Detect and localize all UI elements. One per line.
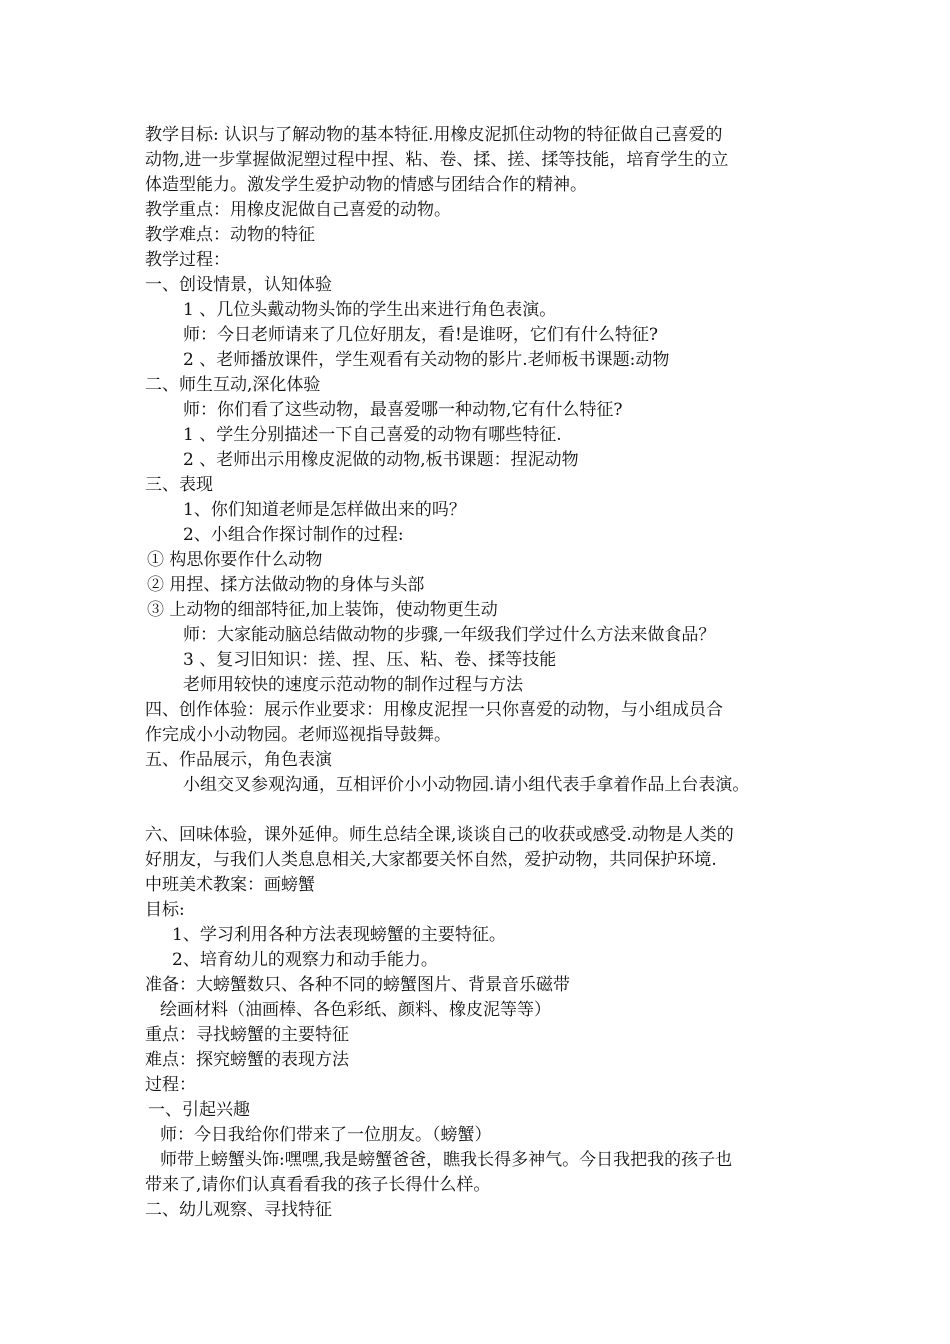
text-line: 准备：大螃蟹数只、各种不同的螃蟹图片、背景音乐磁带 (145, 975, 570, 995)
text-line: 1 、几位头戴动物头饰的学生出来进行角色表演。 (183, 300, 557, 320)
text-line: 好朋友，与我们人类息息相关,大家都要关怀自然，爱护动物，共同保护环境. (145, 850, 717, 870)
text-line: 教学重点：用橡皮泥做自己喜爱的动物。 (145, 200, 451, 220)
text-line: 难点：探究螃蟹的表现方法 (145, 1050, 349, 1070)
text-line: 师：今日老师请来了几位好朋友，看!是谁呀，它们有什么特征? (183, 325, 658, 345)
text-line: 师：大家能动脑总结做动物的步骤,一年级我们学过什么方法来做食品？ (183, 625, 716, 645)
text-line: 1 、学生分别描述一下自己喜爱的动物有哪些特征. (183, 425, 562, 445)
text-line: 2 、老师播放课件，学生观看有关动物的影片.老师板书课题:动物 (183, 350, 670, 370)
list-item: ① 构思你要作什么动物 (147, 550, 323, 570)
list-item: ② 用捏、揉方法做动物的身体与头部 (147, 575, 425, 595)
text-line: 3 、复习旧知识：搓、捏、压、粘、卷、揉等技能 (183, 650, 557, 670)
text-line: 动物,进一步掌握做泥塑过程中捏、粘、卷、揉、搓、揉等技能，培育学生的立 (145, 150, 729, 170)
text-line: 1、你们知道老师是怎样做出来的吗？ (183, 500, 466, 520)
section-heading: 四、创作体验：展示作业要求：用橡皮泥捏一只你喜爱的动物，与小组成员合 (145, 700, 723, 720)
list-item: ③ 上动物的细部特征,加上装饰，使动物更生动 (147, 600, 498, 620)
document-title: 中班美术教案：画螃蟹 (145, 875, 315, 895)
text-line: 小组交叉参观沟通，互相评价小小动物园.请小组代表手拿着作品上台表演。 (183, 775, 750, 795)
text-line: 师带上螃蟹头饰:嘿嘿,我是螃蟹爸爸，瞧我长得多神气。今日我把我的孩子也 (160, 1150, 733, 1170)
section-heading: 一、创设情景，认知体验 (145, 275, 332, 295)
section-heading: 六、回味体验，课外延伸。师生总结全课,谈谈自己的收获或感受.动物是人类的 (145, 825, 734, 845)
text-line: 绘画材料（油画棒、各色彩纸、颜料、橡皮泥等等） (160, 1000, 551, 1020)
text-line: 教学难点：动物的特征 (145, 225, 315, 245)
text-line: 体造型能力。激发学生爱护动物的情感与团结合作的精神。 (145, 175, 587, 195)
text-line: 2 、老师出示用橡皮泥做的动物,板书课题：捏泥动物 (183, 450, 579, 470)
section-heading: 二、幼儿观察、寻找特征 (145, 1200, 332, 1220)
text-line: 过程： (145, 1075, 196, 1095)
text-line: 1、学习利用各种方法表现螃蟹的主要特征。 (172, 925, 506, 945)
text-line: 师：你们看了这些动物，最喜爱哪一种动物,它有什么特征? (183, 400, 623, 420)
section-heading: 二、师生互动,深化体验 (145, 375, 321, 395)
section-heading: 一、引起兴趣 (148, 1100, 250, 1120)
text-line: 教学目标: 认识与了解动物的基本特征.用橡皮泥抓住动物的特征做自己喜爱的 (145, 125, 723, 145)
section-heading: 五、作品展示，角色表演 (145, 750, 332, 770)
text-line: 师：今日我给你们带来了一位朋友。（螃蟹） (160, 1125, 492, 1145)
text-line: 重点：寻找螃蟹的主要特征 (145, 1025, 349, 1045)
text-line: 老师用较快的速度示范动物的制作过程与方法 (183, 675, 523, 695)
section-heading: 三、表现 (145, 475, 213, 495)
text-line: 2、培育幼儿的观察力和动手能力。 (172, 950, 438, 970)
text-line: 目标: (145, 900, 185, 920)
text-line: 教学过程： (145, 250, 230, 270)
text-line: 带来了,请你们认真看看我的孩子长得什么样。 (145, 1175, 491, 1195)
text-line: 作完成小小动物园。老师巡视指导鼓舞。 (145, 725, 451, 745)
text-line: 2、小组合作探讨制作的过程: (183, 525, 404, 545)
